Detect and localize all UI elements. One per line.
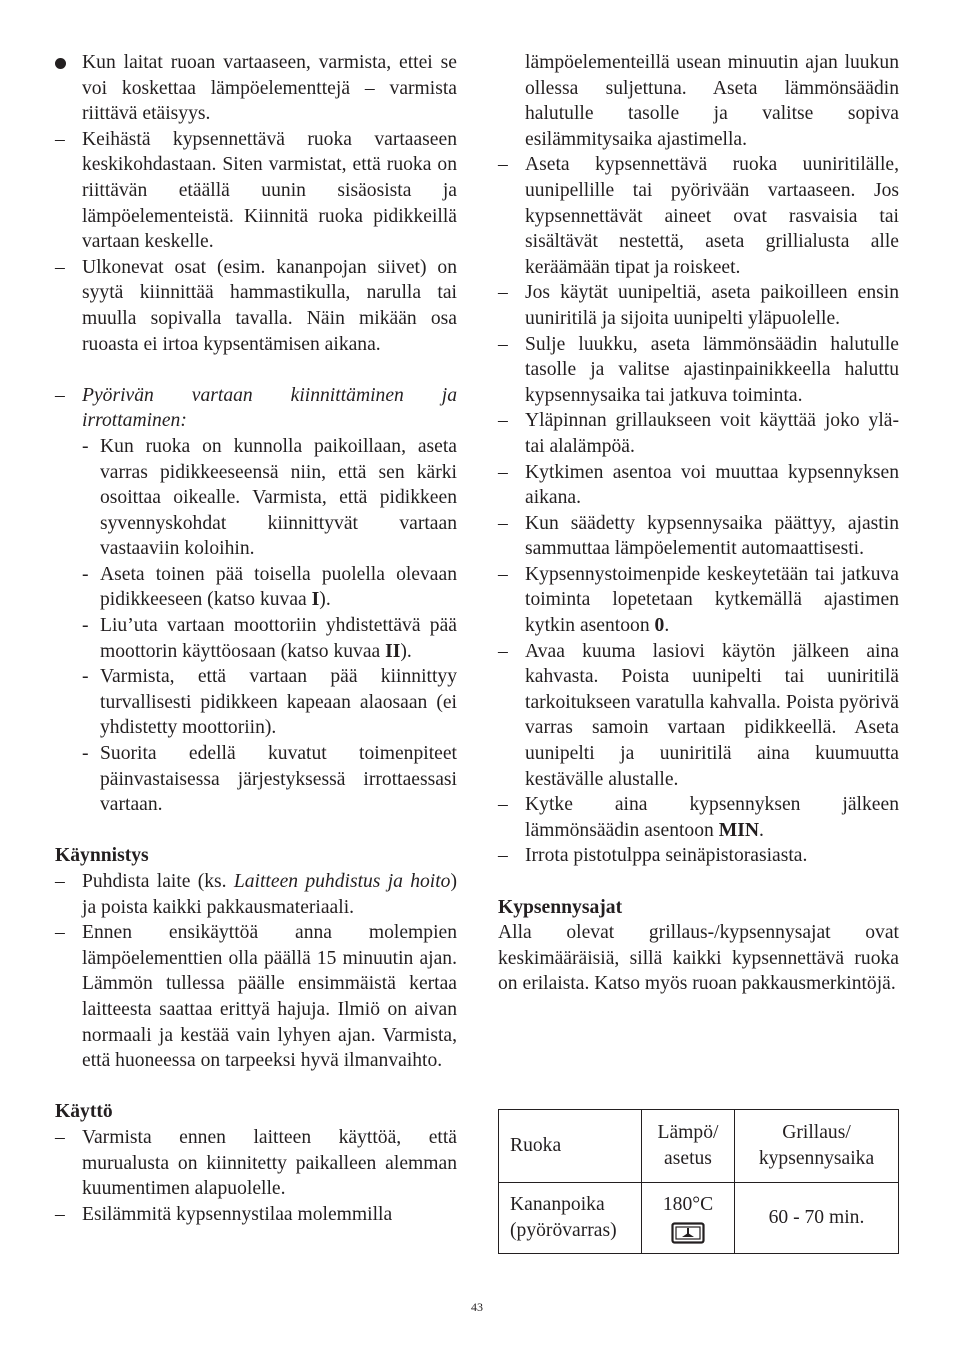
dash-marker: – [498,410,508,432]
sub-item [82,434,457,562]
sub-marker: - [82,563,89,585]
dash-marker: – [55,871,65,892]
dash-item [55,127,457,255]
dash-item [498,152,899,280]
setting-value: MIN [718,819,759,841]
continued-item [498,50,899,152]
sub-text: Suorita edellä kuvatut toimenpiteet päinvastaisessa järjestyksessä irrottaessasi vartaan. [100,743,457,816]
table-row [499,1183,899,1254]
sub-text: ). [319,589,331,611]
dash-item [55,383,457,434]
dash-text: ) ja poista kaikki pakkausmateriaali. [82,871,457,918]
sub-text: Kun ruoka on kunnolla paikoillaan, aseta varras pidikkeeseensä niin, että sen kärki osoittaa oikealle. Varmista, että pidikkeen syvennyskohdat kiinnittyvät vartaan vastaaviin koloihin. [100,435,457,560]
section-heading: Kypsennysajat [498,896,623,918]
sub-item [82,741,457,818]
cross-reference: Laitteen puhdistus ja hoito [233,871,451,892]
dash-marker: – [498,461,508,483]
page-number: 43 [471,1300,483,1314]
dash-text: Jos käytät uunipeltiä, aseta paikoilleen ensin uuniritilä ja sijoita uunipelti yläpuolelle. [525,282,899,329]
dash-marker: – [498,845,508,867]
sub-marker: - [82,666,89,688]
bullet-text: Kun laitat ruoan vartaaseen, varmista, ettei se voi koskettaa lämpöelementtejä – varmista riittävä etäisyys. [82,52,457,125]
section-heading: Käyttö [55,1101,113,1123]
dash-text: Kypsennystoimenpide keskeytetään tai jatkuva toiminta lopetetaan kytkemällä ajastimen kytkin asentoon [525,563,899,637]
dash-text: Kytkimen asentoa voi muuttaa kypsennyksen aikana. [525,461,899,509]
dash-marker: – [55,384,65,406]
sub-text: ). [400,640,412,662]
dash-item [498,639,899,793]
dash-marker: – [55,922,65,944]
sub-text: Liu’uta vartaan moottoriin yhdistettävä pää moottorin käyttöosaan (katso kuvaa [100,615,457,662]
temperature-value: 180°C [662,1194,714,1216]
dash-item [55,1125,457,1202]
dash-marker: – [498,282,508,304]
oven-rotisserie-icon [671,1222,705,1244]
dash-marker: – [498,563,508,585]
dash-marker: – [498,333,508,355]
dash-item [498,408,899,459]
dash-marker: – [498,512,508,534]
cooking-times-table [498,1109,899,1254]
table-header-cell: Grillaus/ kypsennysaika [735,1110,899,1183]
table-cell: Kananpoika (pyörövarras) [499,1183,642,1254]
dash-text: Varmista ennen laitteen käyttöä, että murualusta on kiinnitetty paikalleen alemman kuumentimen alapuolelle. [82,1126,457,1200]
dash-item [498,332,899,409]
dash-item [498,280,899,331]
dash-item [55,920,457,1074]
dash-marker: – [498,794,508,816]
bullet-icon [55,58,66,69]
table-header-row [499,1110,899,1183]
dash-text: . [759,819,764,841]
dash-marker: – [55,256,65,278]
setting-value: 0 [654,615,665,637]
sub-marker: - [82,615,89,637]
dash-text: Irrota pistotulppa seinäpistorasiasta. [525,845,808,867]
dash-text: Aseta kypsennettävä ruoka uuniritilälle, uunipellille tai pyörivään vartaaseen. Jos kypsennettävät aineet ovat rasvaisia tai sisältävät nestettä, aseta grillialusta alle keräämään tipat ja roiskeet. [525,154,899,278]
dash-item [498,460,899,511]
dash-text: Avaa kuuma lasiovi käytön jälkeen aina kahvasta. Poista uunipelti tai uuniritilä tarkoitukseen varatulla kahvalla. Poista pyörivä varras samoin vartaan pidikkeellä. Aseta uunipelti ja uuniritilä aina kuumuutta kestävälle alustalle. [525,640,899,790]
dash-item [498,792,899,843]
sub-text: Varmista, että vartaan pää kiinnittyy turvallisesti pidikkeen kapeaan alaosaan (ei yhdistetty moottoriin). [100,666,457,739]
dash-text: Kun säädetty kypsennysaika päättyy, ajastin sammuttaa lämpöelementit automaattisesti. [525,512,899,560]
dash-text: . [664,615,670,637]
dash-text: Ennen ensikäyttöä anna molempien lämpöelementtien olla päällä 15 minuutin ajan. Lämmön tullessa päälle ensimmäistä kertaa laitteesta saattaa erittyä hajuja. Ilmiö on aivan normaali ja kestää vain lyhyen ajan. Varmista, että huoneessa on tarpeeksi hyvä ilmanvaihto. [82,922,457,1072]
sub-item [82,664,457,741]
dash-marker: – [55,128,65,150]
dash-text: Puhdista laite (ks. [82,871,234,892]
table-cell: 60 - 70 min. [735,1183,899,1254]
dash-text: Sulje luukku, aseta lämmönsäädin halutulle tasolle ja valitse ajastinpainikkeella haluttu kypsennysaika tai jatkuva toiminta. [525,333,899,406]
dash-text: Yläpinnan grillaukseen voit käyttää joko ylä- tai alalämpöä. [525,410,899,457]
right-column [498,50,899,997]
dash-item [498,843,899,869]
left-column [55,50,457,1227]
dash-item [55,869,457,920]
figure-ref: I [311,589,320,611]
dash-text: Esilämmitä kypsennystilaa molemmilla [82,1203,393,1225]
table-cell [642,1183,735,1254]
sub-item [82,562,457,613]
dash-text: lämpöelementeillä usean minuutin ajan luukun ollessa suljettuna. Aseta lämmönsäädin halutulle tasolle ja valitse sopiva esilämmitysaika ajastimella. [525,52,899,150]
dash-item [498,511,899,562]
subsection-title: Pyörivän vartaan kiinnittäminen ja irrottaminen: [82,384,457,432]
bullet-item [55,50,457,127]
section-heading: Käynnistys [55,845,149,867]
dash-item [55,255,457,357]
dash-marker: – [55,1203,65,1225]
dash-marker: – [55,1126,65,1148]
table-header-cell: Lämpö/ asetus [642,1110,735,1183]
sub-text: Aseta toinen pää toisella puolella olevaan pidikkeeseen (katso kuvaa [100,563,457,611]
dash-item [498,562,899,639]
dash-text: Keihästä kypsennettävä ruoka vartaaseen keskikohdastaan. Siten varmistat, että ruoka on riittävän etäällä uunin sisäosista ja lämpöelementeistä. Kiinnitä ruoka pidikkeillä vartaan keskelle. [82,128,457,253]
sub-item [82,613,457,664]
dash-marker: – [498,154,508,176]
dash-marker: – [498,640,508,662]
sub-marker: - [82,743,89,765]
dash-item [55,1202,457,1228]
paragraph: Alla olevat grillaus-/kypsennysajat ovat keskimääräisiä, sillä kaikki kypsennettävä ruoka on erilaista. Katso myös ruoan pakkausmerkintöjä. [498,922,899,995]
figure-ref: II [385,640,401,662]
dash-text: Kytke aina kypsennyksen jälkeen lämmönsäädin asentoon [525,794,899,841]
sub-marker: - [82,435,89,457]
dash-text: Ulkonevat osat (esim. kananpojan siivet) on syytä kiinnittää hammastikulla, narulla tai muulla sopivalla tavalla. Näin mikään osa ruoasta ei irtoa kypsentämisen aikana. [82,256,457,355]
table-header-cell: Ruoka [499,1110,642,1183]
